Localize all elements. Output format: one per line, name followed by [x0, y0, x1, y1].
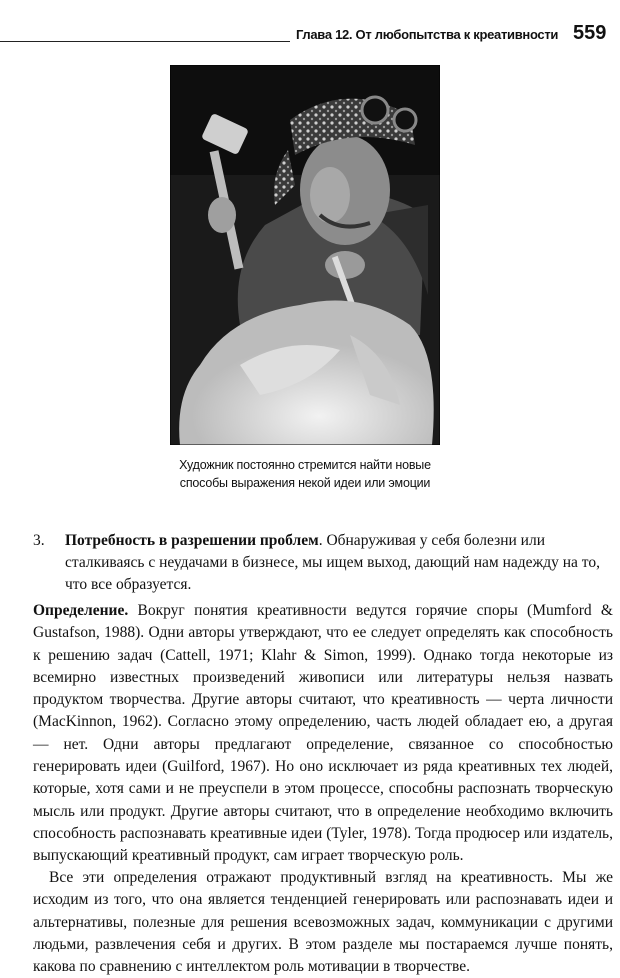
- list-item-heading: Потребность в разрешении проблем: [65, 532, 319, 549]
- caption-line-1: Художник постоянно стремится найти новые: [179, 458, 431, 472]
- list-item-3: [33, 530, 611, 596]
- page-header: [0, 22, 620, 52]
- page-number: 559: [573, 22, 607, 44]
- caption-line-2: способы выражения некой идеи или эмоции: [179, 476, 431, 490]
- definition-text: Вокруг понятия креативности ведутся горячие споры (Mumford & Gustafson, 1988). Одни авторы утверждают, что ее следует определять как способность к решению задач (Cattell, 1971; Klahr & Simon, 1999). Однако тогда некоторые из всемирно известных произведений живописи или литературы нельзя назвать продуктом творчества. Другие авторы считают, что креативность — черта личности (MacKinnon, 1962). Согласно этому определению, часть людей обладает ею, а другая — нет. Одни авторы предлагают определение, связанное со способностью генерировать идеи (Guilford, 1967). Но оно исключает из ряда креативных тех людей, которые, хотя сами и не преуспели в этом процессе, способны распознать творческую мысль или продукт. Другие авторы считают, что в определение необходимо включить способность распознавать креативные идеи (Tyler, 1978). Тогда продюсер или издатель, выпускающий креативный продукт, сам играет творческую роль.: [33, 602, 613, 865]
- list-item-body: [65, 530, 611, 596]
- summary-paragraph: Все эти определения отражают продуктивный взгляд на креативность. Мы же исходим из того, что она является тенденцией генерировать или распознавать идеи и альтернативы, полезные для решения всевозможных задач, коммуникации с другими людьми, развлечения себя и других. В этом разделе мы постараемся лучше понять, какова по сравнению с интеллектом роль мотивации в творчестве.: [33, 869, 613, 976]
- definition-heading: Определение.: [33, 602, 129, 619]
- figure-caption: [150, 456, 460, 492]
- list-number: 3.: [33, 532, 45, 549]
- photo-image: [170, 65, 440, 445]
- header-rule: [0, 41, 290, 42]
- sculptor-photo: [170, 65, 440, 445]
- definition-paragraph: [33, 600, 613, 868]
- list-item-text: . Обнаруживая у себя болезни или сталкиваясь с неудачами в бизнесе, мы ищем выход, дающий нам надежду на то, что все образуется.: [65, 532, 600, 593]
- running-title: Глава 12. От любопытства к креативности: [296, 27, 559, 42]
